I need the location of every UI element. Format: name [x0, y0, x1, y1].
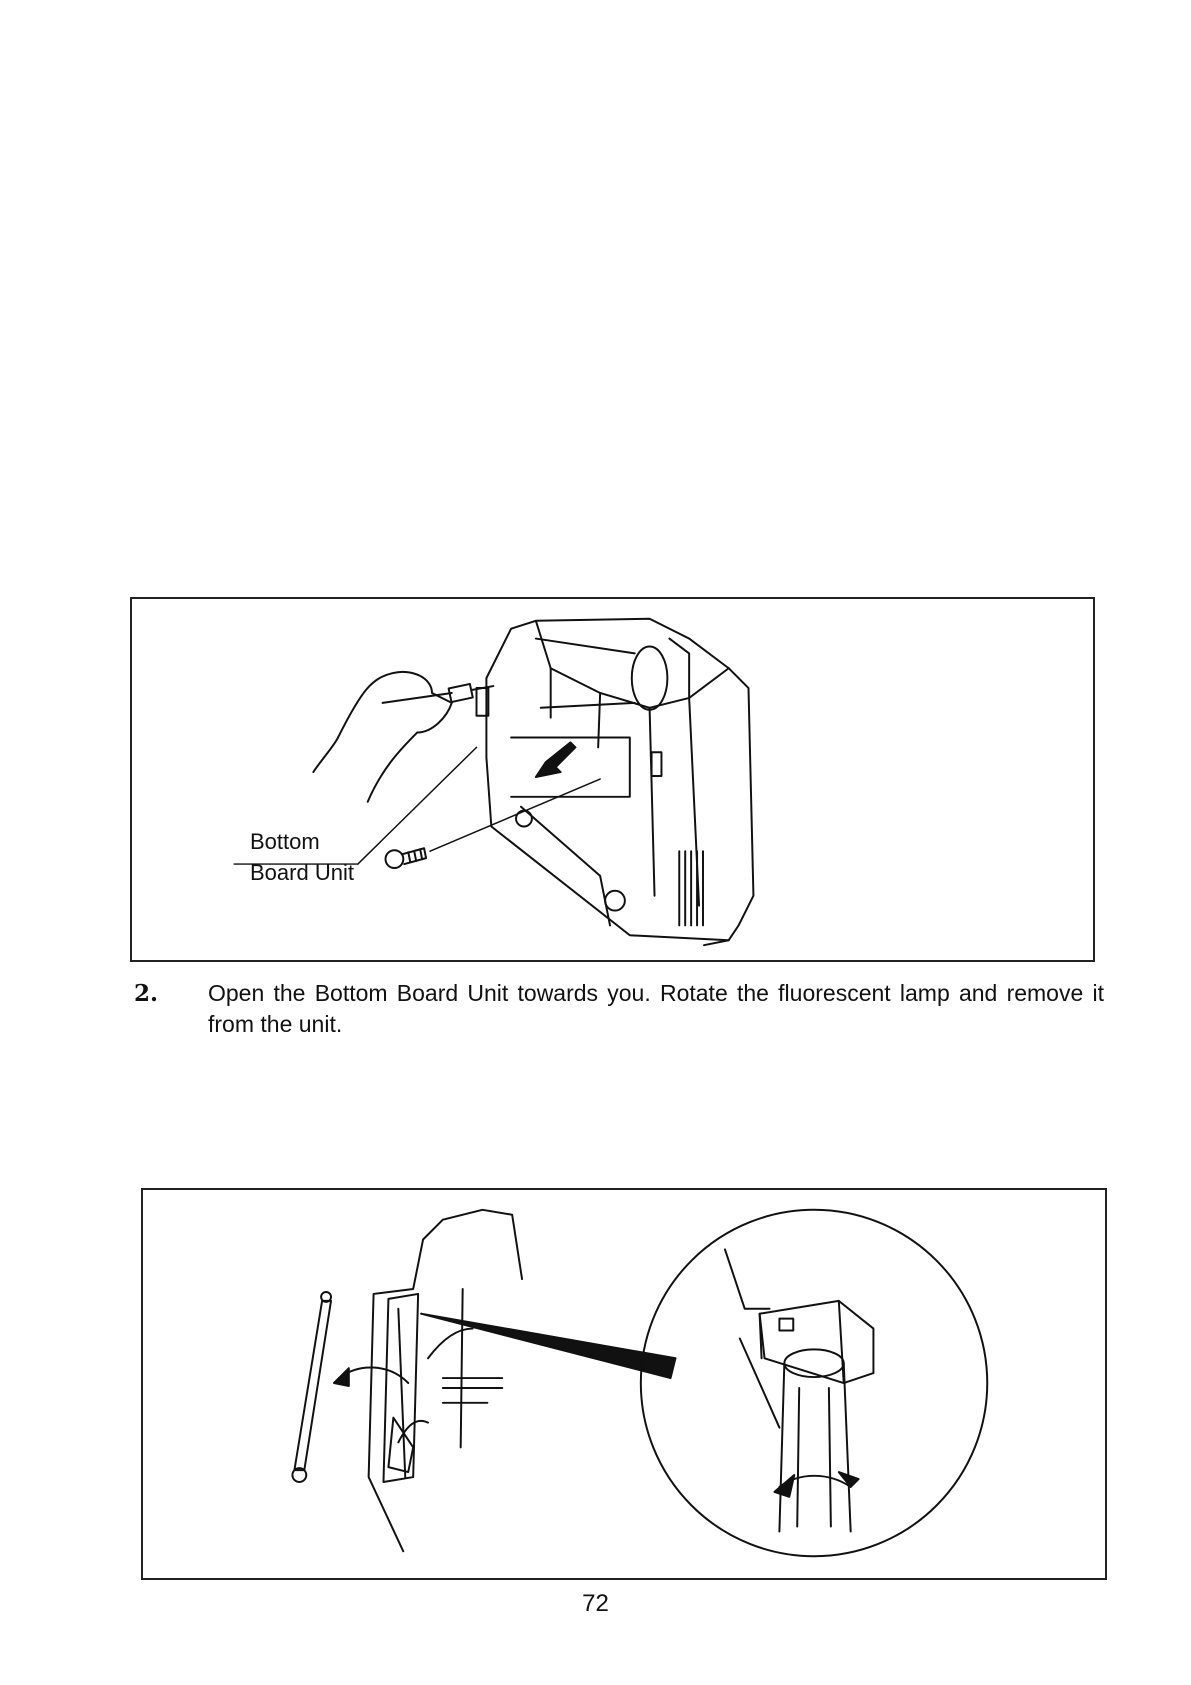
page-number: 72: [582, 1590, 609, 1617]
fax-unit-illustration: [132, 599, 1093, 960]
step-text: Open the Bottom Board Unit towards you. Rotate the fluorescent lamp and remove it from the unit.: [208, 980, 1104, 1037]
callout-label-board-unit: Board Unit: [250, 860, 354, 885]
callout-label-bottom: Bottom: [250, 829, 320, 854]
figure-fluorescent-lamp: [141, 1188, 1107, 1580]
step-number: 2.: [134, 980, 159, 1007]
lamp-removal-illustration: [143, 1190, 1105, 1578]
figure-bottom-board-unit: [130, 597, 1095, 962]
